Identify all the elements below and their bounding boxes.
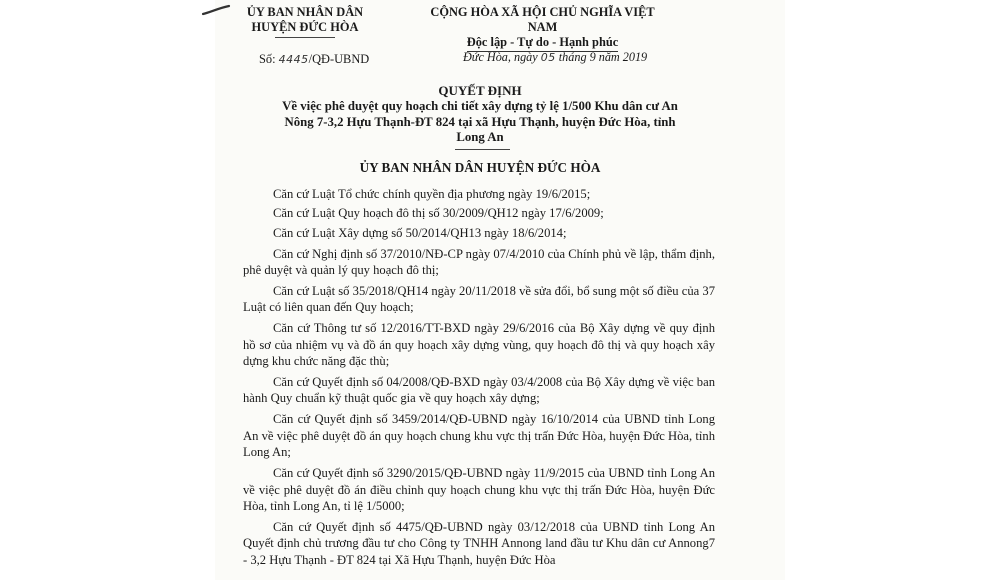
number-prefix: Số: xyxy=(259,52,276,66)
recital: Căn cứ Luật Tổ chức chính quyền địa phương ngày 19/6/2015; xyxy=(273,187,591,201)
agency-underline xyxy=(275,37,335,38)
agency-header xyxy=(230,5,380,35)
number-suffix: /QĐ-UBND xyxy=(308,52,370,66)
issuing-body: ỦY BAN NHÂN DÂN HUYỆN ĐỨC HÒA xyxy=(359,160,601,175)
recital: Căn cứ Nghị định số 37/2010/NĐ-CP ngày 07/4/2010 của Chính phủ về lập, thẩm định, phê duyệt và quản lý quy hoạch đô thị; xyxy=(243,246,715,278)
subject-line-1: Về việc phê duyệt quy hoạch chi tiết xây dựng tỷ lệ 1/500 Khu dân cư An xyxy=(282,99,678,113)
recital: Căn cứ Quyết định số 04/2008/QĐ-BXD ngày 03/4/2008 của Bộ Xây dựng về việc ban hành Quy chuẩn kỹ thuật quốc gia về quy hoạch xây dựng; xyxy=(243,375,715,406)
agency-line-1: ỦY BAN NHÂN DÂN xyxy=(246,5,364,19)
recital: Căn cứ Quyết định số 3459/2014/QĐ-UBND ngày 16/10/2014 của UBND tỉnh Long An về việc phê duyệt đồ án quy hoạch chung khu vực thị trấn Đức Hòa, huyện Đức Hòa, tỉnh Long An; xyxy=(243,412,715,460)
document-number xyxy=(259,51,369,68)
nation-name: CỘNG HÒA XÃ HỘI CHỦ NGHĨA VIỆT NAM xyxy=(430,5,655,34)
recital: Căn cứ Luật Xây dựng số 50/2014/QH13 ngày 18/6/2014; xyxy=(273,225,567,240)
date-day-handwritten: 05 xyxy=(540,51,556,64)
decision-title: QUYẾT ĐỊNH xyxy=(438,83,522,98)
nation-header xyxy=(415,5,670,52)
pen-mark xyxy=(201,4,231,16)
nation-motto: Độc lập - Tự do - Hạnh phúc xyxy=(467,35,618,52)
subject-underline xyxy=(455,149,510,150)
decision-subject xyxy=(225,99,735,146)
date-prefix: Đức Hòa, ngày xyxy=(463,50,538,64)
recital: Căn cứ Thông tư số 12/2016/TT-BXD ngày 29/6/2016 của Bộ Xây dựng về quy định hồ sơ của nhiệm vụ và đồ án quy hoạch xây dựng vùng, quy hoạch đô thị và quy hoạch xây dựng khu chức năng đặc thù; xyxy=(243,321,715,369)
recitals xyxy=(243,186,715,573)
subject-line-2: Nông 7-3,2 Hựu Thạnh-ĐT 824 tại xã Hựu Thạnh, huyện Đức Hòa, tỉnh xyxy=(284,114,676,129)
recital: Căn cứ Luật Quy hoạch đô thị số 30/2009/QH12 ngày 17/6/2009; xyxy=(273,206,604,221)
subject-line-3: Long An xyxy=(456,130,504,144)
date-middle: tháng 9 năm 2019 xyxy=(558,50,648,64)
recital: Căn cứ Quyết định số 3290/2015/QĐ-UBND ngày 11/9/2015 của UBND tỉnh Long An về việc phê duyệt đồ án điều chỉnh quy hoạch chung khu vực thị trấn Đức Hòa, huyện Đức Hòa, tỉnh Long An, tỉ lệ 1/5000; xyxy=(243,466,715,513)
recital: Căn cứ Quyết định số 4475/QĐ-UBND ngày 03/12/2018 của UBND tỉnh Long An Quyết định chủ trương đầu tư cho Công ty TNHH Annong land đầu tư Khu dân cư Annong7 - 3,2 Hựu Thạnh - ĐT 824 tại Xã Hựu Thạnh, huyện Đức Hòa xyxy=(243,519,715,567)
number-handwritten: 4445 xyxy=(278,53,309,66)
place-date xyxy=(463,49,647,66)
recital: Căn cứ Luật số 35/2018/QH14 ngày 20/11/2018 về sửa đổi, bổ sung một số điều của 37 Luật có liên quan đến Quy hoạch; xyxy=(243,284,715,315)
agency-line-2: HUYỆN ĐỨC HÒA xyxy=(251,20,359,34)
document-sheet xyxy=(215,0,785,580)
